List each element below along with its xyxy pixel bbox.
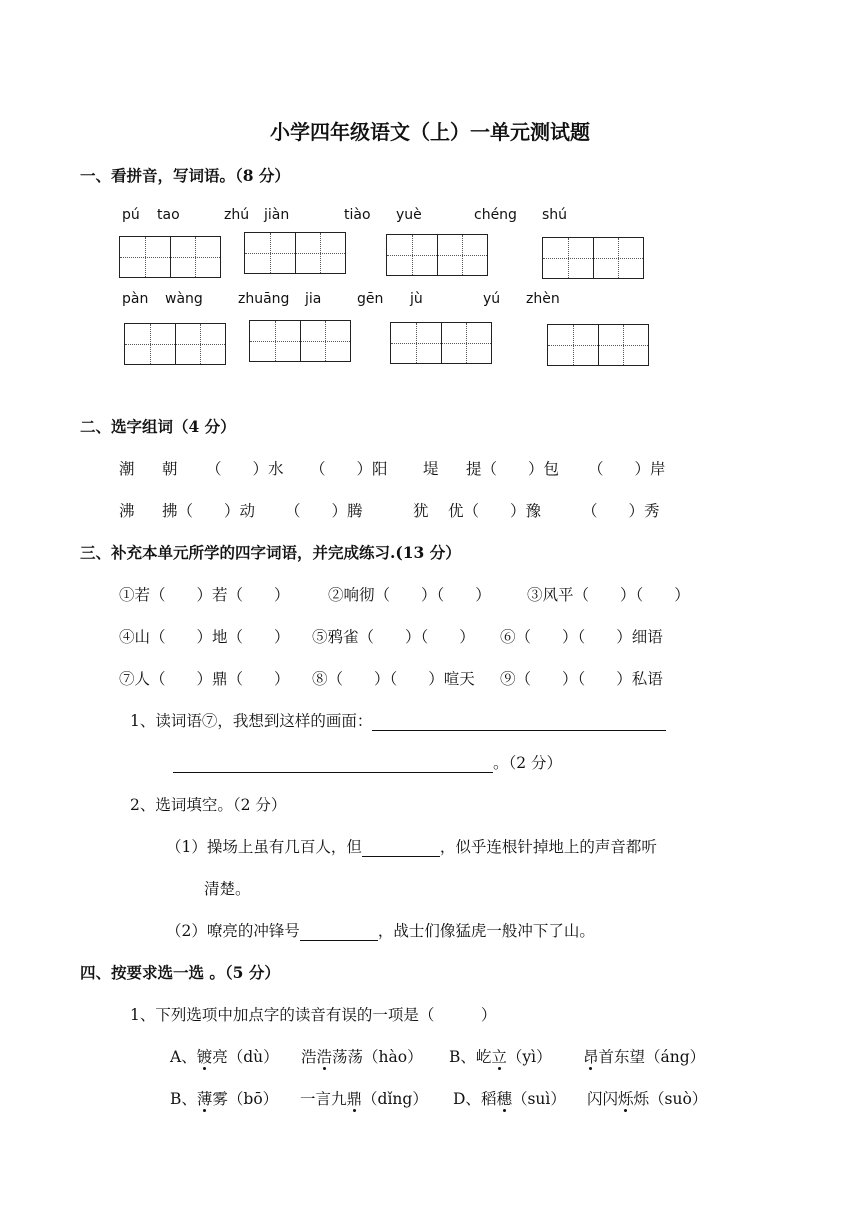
idiom-blank: ④山（ ）地（ ）: [119, 628, 290, 646]
idiom-blank: ⑥（ ）（ ）细语: [500, 628, 663, 646]
dotted-char: 薄: [196, 1090, 213, 1108]
option-d[interactable]: [453, 1087, 566, 1109]
answer-line[interactable]: [362, 838, 440, 857]
option-c[interactable]: [170, 1087, 278, 1109]
choice-char: 朝: [162, 460, 178, 478]
option-text: 稻: [480, 1090, 497, 1108]
choice-char: 沸: [119, 502, 135, 520]
pinyin: shú: [542, 207, 568, 223]
section-4-heading: 四、按要求选一选 。（5 分）: [80, 963, 280, 982]
option-c-2: [300, 1087, 428, 1109]
writing-grid[interactable]: [119, 236, 221, 278]
idiom-blank: ①若（ ）若（ ）: [119, 586, 290, 604]
idiom-blank: ⑧（ ）（ ）喧天: [312, 670, 475, 688]
dotted-char: 烁: [618, 1090, 634, 1108]
fill-blank: （ ）岸: [588, 460, 666, 478]
answer-line[interactable]: [372, 712, 666, 731]
pinyin: pú: [122, 207, 140, 223]
option-text: 亮（dù）: [212, 1048, 279, 1066]
pinyin: jia: [305, 291, 322, 307]
pinyin: jù: [410, 291, 423, 307]
idiom-blank: ③风平（ ）（ ）: [527, 586, 690, 604]
choice-char: 犹: [413, 502, 429, 520]
answer-line[interactable]: [300, 922, 378, 941]
fill-blank: （ ）水: [206, 460, 284, 478]
option-label: D、: [453, 1090, 481, 1108]
dotted-char: 立: [491, 1048, 507, 1066]
question-2-part-2: [166, 919, 595, 941]
idiom-blank: ⑤鸦雀（ ）（ ）: [312, 628, 475, 646]
part-2-text-end: ，战士们像猛虎一般冲下了山。: [377, 922, 595, 940]
option-text: 浩: [301, 1048, 317, 1066]
pinyin: chéng: [474, 207, 517, 223]
dotted-char: 昂: [583, 1048, 599, 1066]
question-1-points: 。（2 分）: [493, 754, 563, 772]
choice-char: 堤: [423, 460, 439, 478]
option-text: 烁（suò）: [633, 1090, 708, 1108]
answer-line[interactable]: [173, 754, 493, 773]
fill-blank: （ ）秀: [582, 502, 660, 520]
question-2-part-1: [166, 835, 657, 857]
part-1-text-end: ，似乎连根针掉地上的声音都听: [439, 838, 657, 856]
dotted-char: 浩: [316, 1048, 333, 1066]
pinyin: wàng: [165, 291, 203, 307]
dotted-char: 鼎: [346, 1090, 363, 1108]
option-b-2: [583, 1045, 705, 1067]
idiom-blank: ②响彻（ ）（ ）: [328, 586, 491, 604]
option-text: 一言九: [300, 1090, 347, 1108]
choice-char: 潮: [119, 460, 135, 478]
writing-grid[interactable]: [390, 322, 492, 364]
option-text: 闪闪: [587, 1090, 619, 1108]
pinyin: tiào: [344, 207, 371, 223]
option-b[interactable]: [449, 1045, 552, 1067]
pinyin: tao: [157, 207, 180, 223]
option-label: A、: [170, 1048, 197, 1066]
fill-blank: （ ）腾: [285, 502, 363, 520]
dotted-char: 穗: [496, 1090, 512, 1108]
option-d-2: [587, 1087, 707, 1109]
writing-grid[interactable]: [244, 232, 346, 274]
writing-grid[interactable]: [124, 323, 226, 365]
writing-grid[interactable]: [249, 320, 351, 362]
page-title: 小学四年级语文（上）一单元测试题: [270, 120, 590, 144]
question-1-text: 1、读词语⑦，我想到这样的画面：: [130, 712, 373, 730]
option-text: （suì）: [511, 1090, 566, 1108]
pinyin: yuè: [396, 207, 422, 223]
writing-grid[interactable]: [542, 237, 644, 279]
option-text: 首东望（áng）: [598, 1048, 706, 1066]
part-1-text-cont: 清楚。: [204, 880, 251, 898]
question-2: 2、选词填空。（2 分）: [130, 796, 287, 814]
writing-grid[interactable]: [547, 324, 649, 366]
question-1: [130, 709, 666, 731]
pinyin: gēn: [357, 291, 384, 307]
option-text: （yì）: [506, 1048, 552, 1066]
option-a-2: [301, 1045, 423, 1067]
pinyin: zhuāng: [238, 291, 290, 307]
option-text: 屹: [475, 1048, 492, 1066]
option-label: B、: [449, 1048, 476, 1066]
fill-blank: 提（ ）包: [466, 460, 560, 478]
section-3-heading: 三、补充本单元所学的四字词语，并完成练习.(13 分）: [80, 543, 461, 562]
pinyin: zhèn: [526, 291, 560, 307]
option-a[interactable]: [170, 1045, 279, 1067]
option-label: B、: [170, 1090, 197, 1108]
option-text: 雾（bō）: [212, 1090, 279, 1108]
pinyin: zhú: [224, 207, 250, 223]
dotted-char: 镀: [196, 1048, 213, 1066]
part-2-text: （2）嘹亮的冲锋号: [166, 922, 300, 940]
writing-grid[interactable]: [386, 234, 488, 276]
pinyin: pàn: [122, 291, 149, 307]
part-1-text: （1）操场上虽有几百人，但: [166, 838, 362, 856]
idiom-blank: ⑨（ ）（ ）私语: [500, 670, 663, 688]
pinyin: yú: [483, 291, 501, 307]
fill-blank: （ ）阳: [310, 460, 388, 478]
option-text: 荡荡（hào）: [332, 1048, 423, 1066]
fill-blank: 拂（ ）动: [162, 502, 256, 520]
pinyin: jiàn: [264, 207, 290, 223]
section-2-heading: 二、选字组词（4 分）: [80, 417, 236, 436]
idiom-blank: ⑦人（ ）鼎（ ）: [119, 670, 290, 688]
section-1-heading: 一、看拼音，写词语。（8 分）: [80, 166, 290, 185]
option-text: （dǐng）: [362, 1090, 428, 1108]
question-1-cont: [173, 751, 562, 773]
fill-blank: 优（ ）豫: [448, 502, 542, 520]
section-4-question-1: 1、下列选项中加点字的读音有误的一项是（ ）: [130, 1006, 497, 1024]
